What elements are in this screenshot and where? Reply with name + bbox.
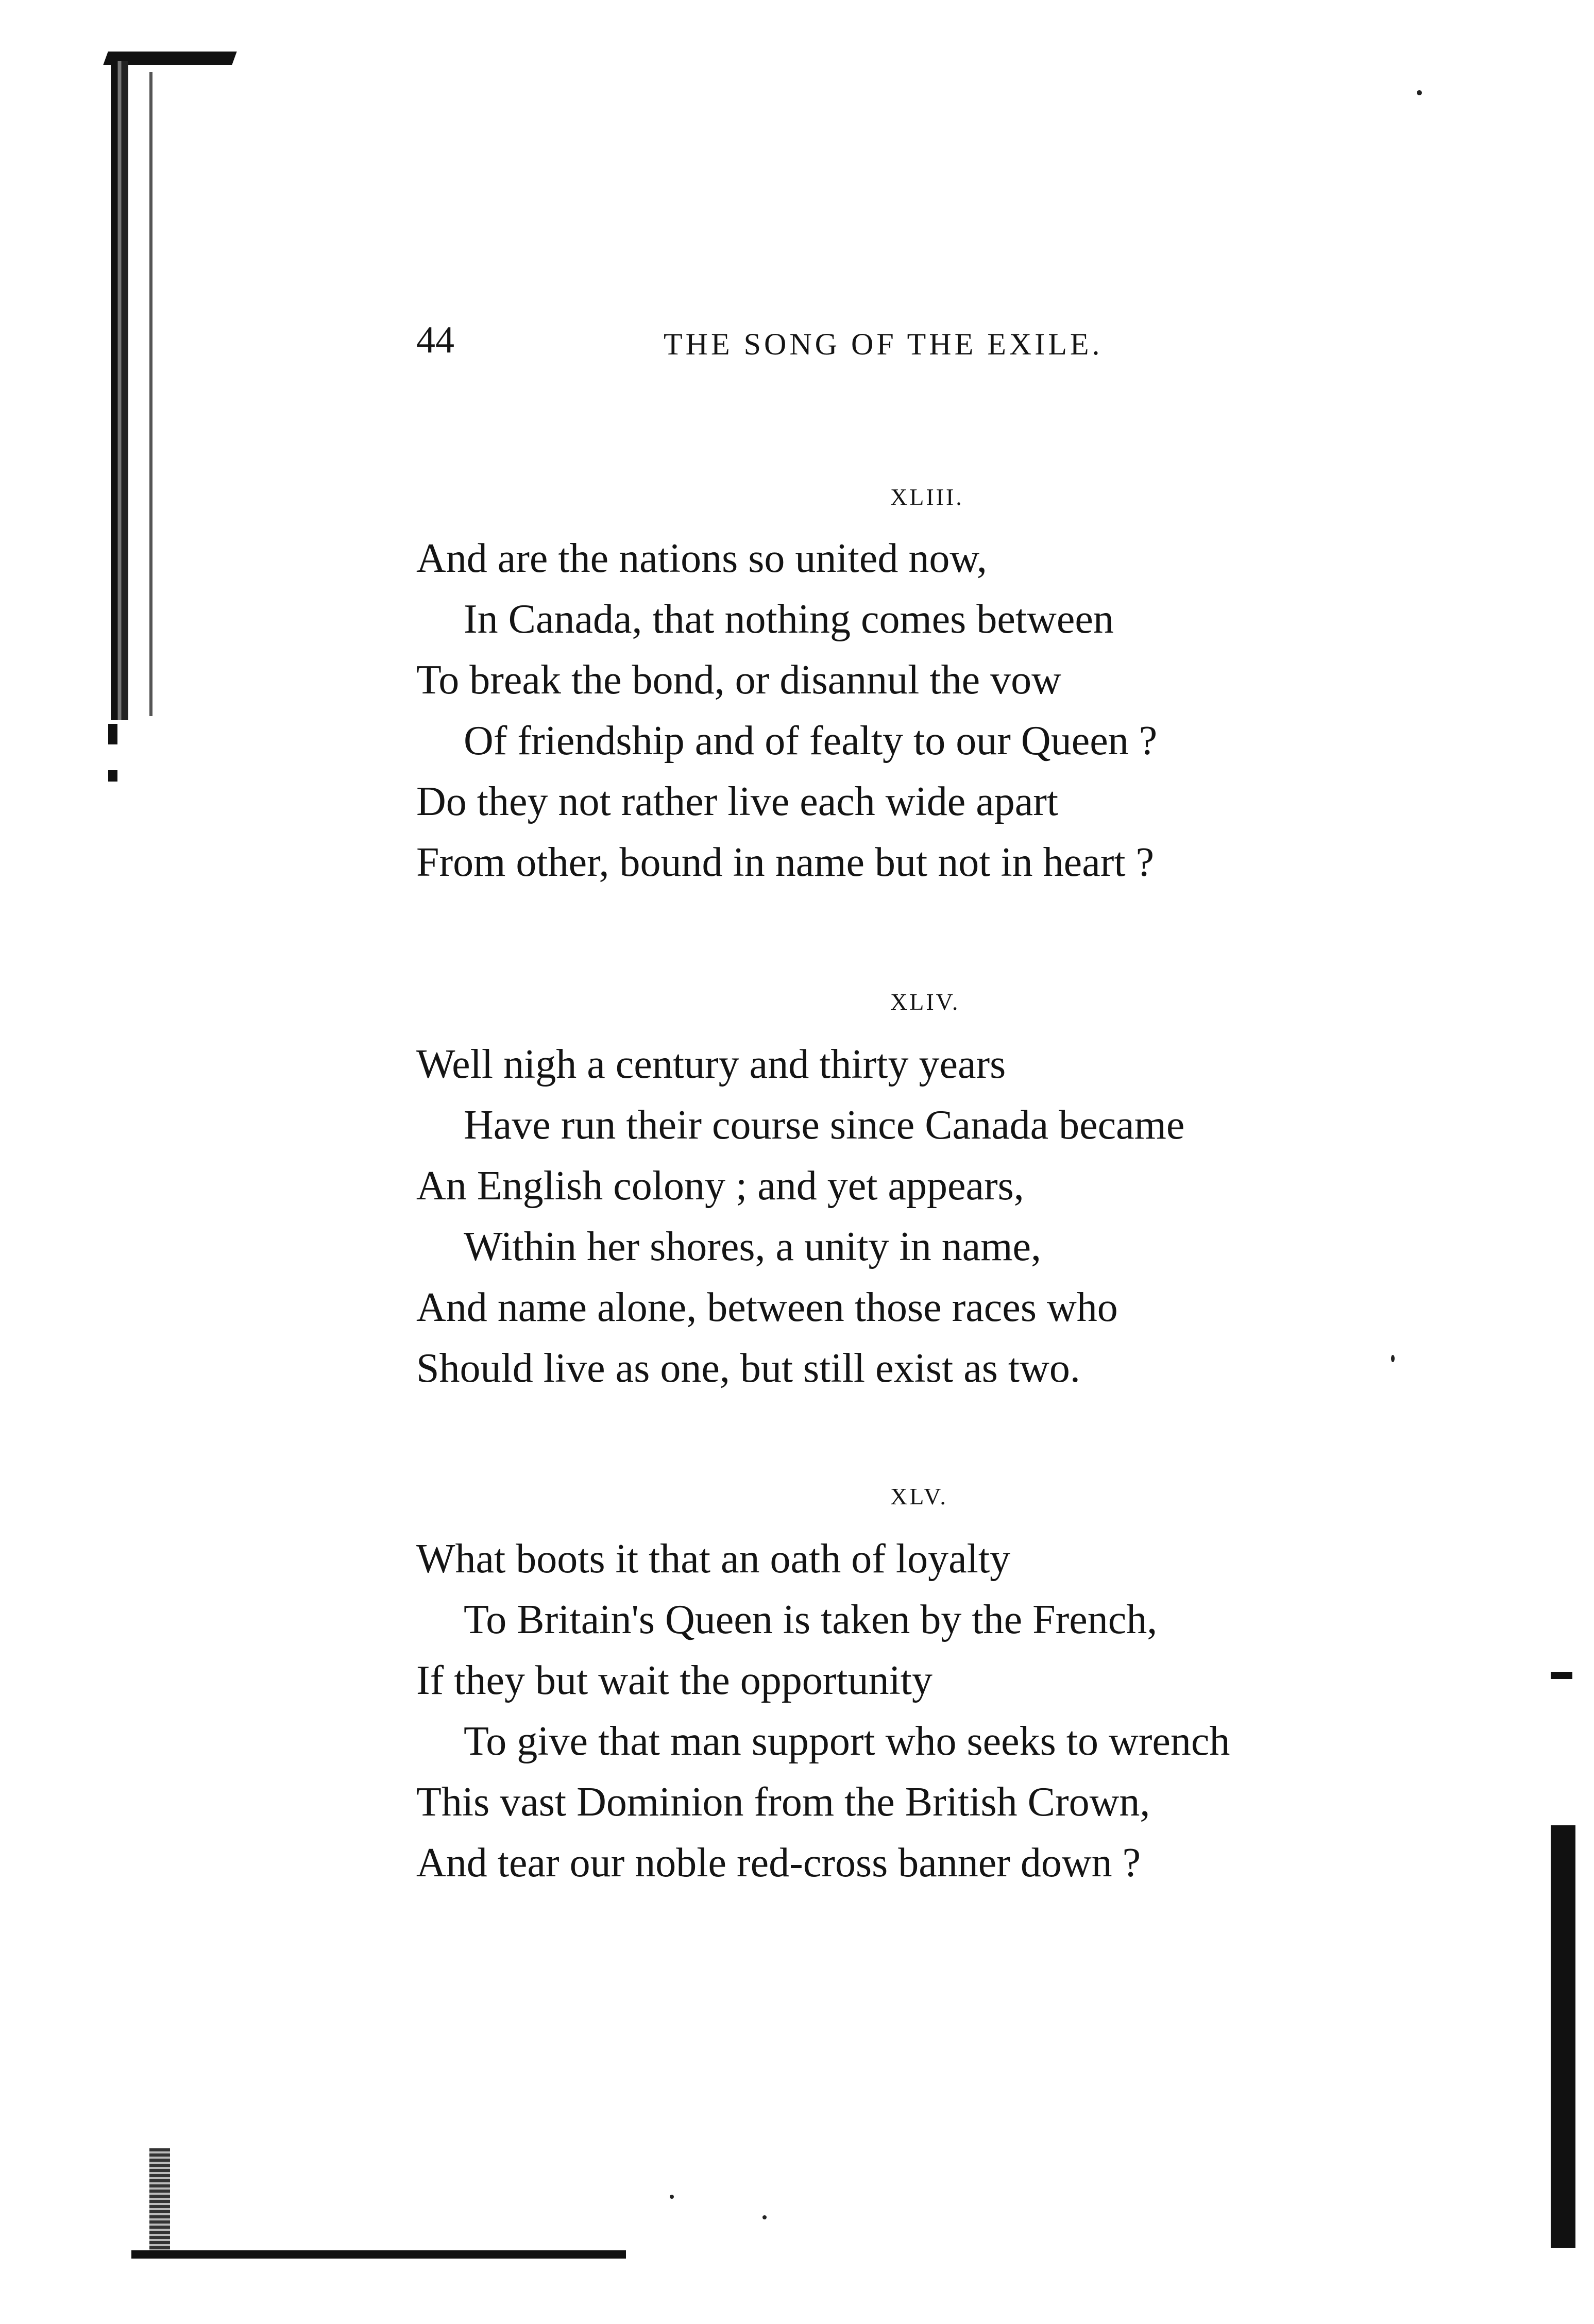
- verse-line: Within her shores, a unity in name,: [464, 1224, 1041, 1269]
- running-title: THE SONG OF THE EXILE.: [664, 327, 1103, 361]
- verse-line: From other, bound in name but not in heart ?: [416, 840, 1155, 885]
- stanza-number: XLIV.: [890, 989, 960, 1015]
- verse-line: And tear our noble red-cross banner down ?: [416, 1840, 1141, 1886]
- stanza-number: XLV.: [890, 1483, 948, 1509]
- speck: [1417, 90, 1422, 95]
- stanza-number: XLIII.: [890, 484, 964, 510]
- verse-line: Have run their course since Canada became: [464, 1102, 1185, 1148]
- scan-edge-left-thin: [149, 72, 152, 716]
- verse-line: To break the bond, or disannul the vow: [416, 657, 1061, 703]
- speck: [670, 2195, 674, 2199]
- verse-line: Well nigh a century and thirty years: [416, 1042, 1006, 1087]
- verse-line: And name alone, between those races who: [416, 1285, 1118, 1330]
- verse-line: What boots it that an oath of loyalty: [416, 1536, 1011, 1582]
- scan-mark: [108, 770, 117, 782]
- scan-mark: [108, 724, 117, 744]
- verse-line: Of friendship and of fealty to our Queen ?: [464, 718, 1158, 764]
- verse-line: In Canada, that nothing comes between: [464, 597, 1114, 642]
- speck: [762, 2215, 767, 2219]
- verse-line: If they but wait the opportunity: [416, 1658, 933, 1703]
- scan-mark-right: [1551, 1672, 1572, 1679]
- scan-edge-left: [111, 61, 128, 720]
- verse-line: Should live as one, but still exist as two.: [416, 1346, 1080, 1391]
- verse-line: An English colony ; and yet appears,: [416, 1163, 1024, 1209]
- scan-edge-bottom-left: [149, 2148, 170, 2257]
- verse-line: Do they not rather live each wide apart: [416, 779, 1059, 824]
- verse-line: To give that man support who seeks to wrench: [464, 1719, 1230, 1764]
- verse-line: This vast Dominion from the British Crown,: [416, 1779, 1150, 1825]
- speck: [1391, 1355, 1395, 1362]
- verse-line: To Britain's Queen is taken by the French,: [464, 1597, 1158, 1642]
- scan-edge-bottom: [131, 2250, 626, 2259]
- running-header: [416, 314, 1220, 366]
- scan-edge-right: [1551, 1825, 1575, 2248]
- page-number: 44: [416, 319, 454, 361]
- verse-line: And are the nations so united now,: [416, 536, 987, 581]
